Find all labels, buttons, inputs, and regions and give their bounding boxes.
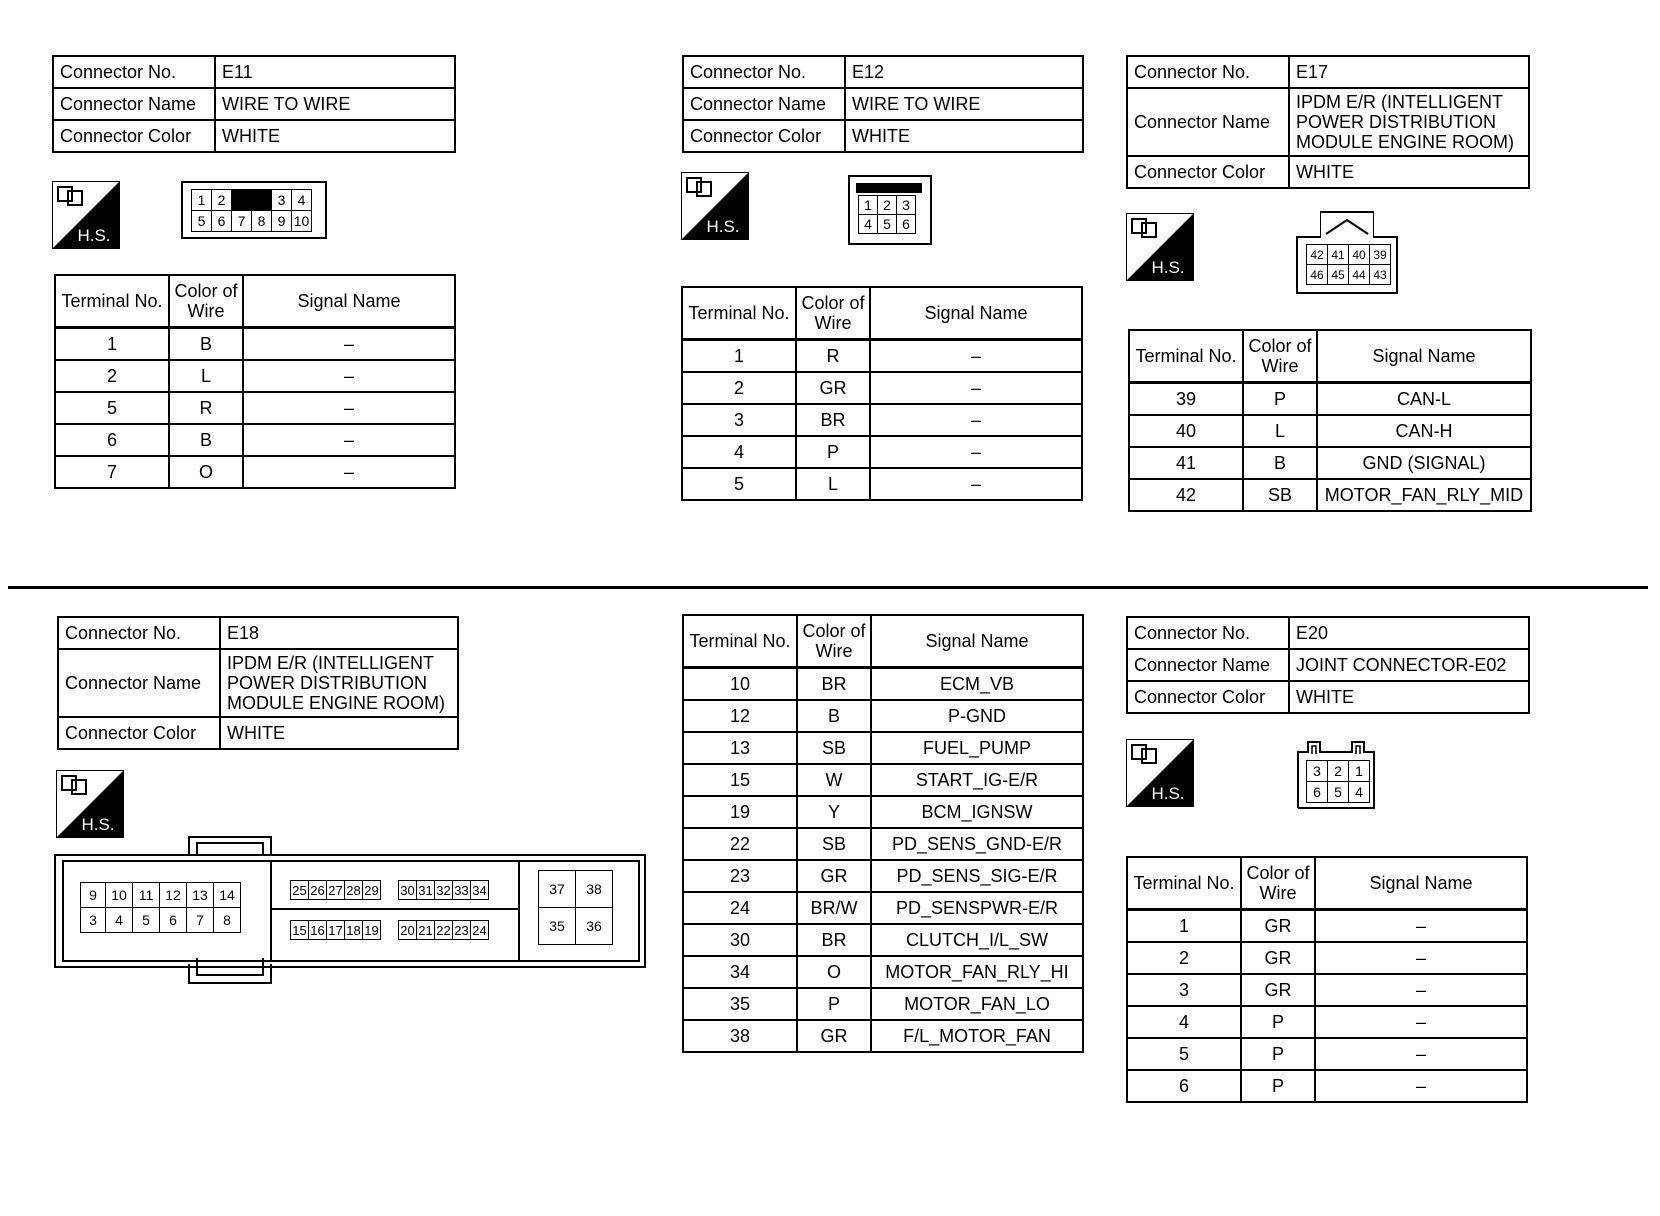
e18-terminal-table: [682, 614, 1084, 1053]
header-terminal-no: Terminal No.: [682, 287, 796, 340]
terminal-no-cell: 5: [55, 392, 169, 424]
e18-connector-color: WHITE: [220, 717, 458, 749]
e12-pin: 3: [897, 196, 916, 215]
hs-icon: [56, 770, 124, 838]
table-row: [683, 1020, 1083, 1052]
hs-label: H.S.: [706, 217, 740, 236]
e18-pin: 8: [214, 908, 241, 933]
signal-name-cell: PD_SENS_GND-E/R: [871, 828, 1083, 860]
terminal-no-cell: 35: [683, 988, 797, 1020]
table-row: [682, 436, 1082, 468]
e18-pin: 15: [292, 922, 307, 938]
e18-pin: 19: [364, 922, 379, 938]
e18-pin: 24: [472, 922, 487, 938]
table-row: [55, 360, 455, 392]
e12-pin: 4: [859, 215, 878, 234]
wire-color-cell: W: [797, 764, 871, 796]
wire-color-cell: L: [1243, 415, 1317, 447]
e18-pin: 7: [187, 908, 214, 933]
signal-name-cell: –: [870, 436, 1082, 468]
header-terminal-no: Terminal No.: [55, 275, 169, 328]
signal-name-cell: –: [1315, 1038, 1527, 1070]
label-connector-color: Connector Color: [1127, 156, 1289, 188]
table-row: [1127, 942, 1527, 974]
terminal-no-cell: 2: [682, 372, 796, 404]
signal-name-cell: –: [1315, 942, 1527, 974]
signal-name-cell: –: [870, 404, 1082, 436]
wire-color-cell: L: [169, 360, 243, 392]
signal-name-cell: –: [870, 468, 1082, 500]
table-row: [55, 328, 455, 361]
e20-pin: 4: [1349, 782, 1370, 803]
e18-pin: 11: [133, 883, 160, 908]
e18-pin: 13: [187, 883, 214, 908]
terminal-no-cell: 12: [683, 700, 797, 732]
header-signal-name: Signal Name: [1315, 857, 1527, 910]
signal-name-cell: MOTOR_FAN_RLY_MID: [1317, 479, 1531, 511]
terminal-no-cell: 2: [1127, 942, 1241, 974]
header-color-of-wire: Color of Wire: [1241, 857, 1315, 910]
e12-info-table: [682, 55, 1084, 153]
e11-pin: 7: [232, 211, 252, 232]
e18-pin: 36: [576, 908, 613, 945]
header-color-of-wire: Color of Wire: [169, 275, 243, 328]
header-signal-name: Signal Name: [871, 615, 1083, 668]
e20-connector-name: JOINT CONNECTOR-E02: [1289, 649, 1529, 681]
e11-pin: 5: [192, 211, 212, 232]
wire-color-cell: R: [169, 392, 243, 424]
hs-icon: [1126, 213, 1194, 281]
terminal-no-cell: 1: [55, 328, 169, 361]
e18-pin: 26: [310, 882, 325, 898]
e17-connector-diagram: [1296, 236, 1398, 294]
terminal-no-cell: 42: [1129, 479, 1243, 511]
wire-color-cell: P: [1243, 383, 1317, 416]
wire-color-cell: BR: [797, 924, 871, 956]
wire-color-cell: R: [796, 340, 870, 373]
e17-pin: 46: [1307, 265, 1328, 285]
e20-pin: 1: [1349, 761, 1370, 782]
e20-pin: 3: [1307, 761, 1328, 782]
wire-color-cell: P: [1241, 1070, 1315, 1102]
e17-pin: 43: [1370, 265, 1391, 285]
e20-terminal-table: [1126, 856, 1528, 1103]
e12-connector-name: WIRE TO WIRE: [845, 88, 1083, 120]
e11-pin: 10: [292, 211, 312, 232]
signal-name-cell: BCM_IGNSW: [871, 796, 1083, 828]
e12-connector-no: E12: [845, 56, 1083, 88]
table-row: [682, 468, 1082, 500]
e17-terminal-table: [1128, 329, 1532, 512]
e17-pin: 39: [1370, 245, 1391, 265]
header-color-of-wire: Color of Wire: [796, 287, 870, 340]
terminal-no-cell: 13: [683, 732, 797, 764]
header-terminal-no: Terminal No.: [1127, 857, 1241, 910]
table-row: [1127, 974, 1527, 1006]
terminal-no-cell: 24: [683, 892, 797, 924]
label-connector-no: Connector No.: [1127, 617, 1289, 649]
wire-color-cell: SB: [797, 732, 871, 764]
signal-name-cell: –: [1315, 974, 1527, 1006]
e18-pin: 6: [160, 908, 187, 933]
terminal-no-cell: 3: [1127, 974, 1241, 1006]
table-row: [683, 956, 1083, 988]
table-row: [1127, 1070, 1527, 1102]
e18-pin: 20: [400, 922, 415, 938]
e18-pin: 23: [454, 922, 469, 938]
e11-terminal-table: [54, 274, 456, 489]
e11-pin: 6: [212, 211, 232, 232]
e20-pin: 5: [1328, 782, 1349, 803]
e11-connector-diagram: [181, 181, 327, 239]
label-connector-no: Connector No.: [58, 617, 220, 649]
e11-connector-no: E11: [215, 56, 455, 88]
e11-pin: 2: [212, 190, 232, 211]
signal-name-cell: –: [870, 372, 1082, 404]
e12-pin: 1: [859, 196, 878, 215]
wire-color-cell: GR: [1241, 974, 1315, 1006]
signal-name-cell: –: [243, 328, 455, 361]
e11-info-table: [52, 55, 456, 153]
signal-name-cell: –: [1315, 910, 1527, 943]
wire-color-cell: B: [169, 328, 243, 361]
e18-pin: 28: [346, 882, 361, 898]
label-connector-no: Connector No.: [1127, 56, 1289, 88]
label-connector-color: Connector Color: [1127, 681, 1289, 713]
e18-pin: 18: [346, 922, 361, 938]
e18-connector-diagram: [54, 836, 646, 984]
e18-pin: 32: [436, 882, 451, 898]
terminal-no-cell: 1: [682, 340, 796, 373]
e17-pin: 41: [1328, 245, 1349, 265]
e17-connector-no: E17: [1289, 56, 1529, 88]
terminal-no-cell: 40: [1129, 415, 1243, 447]
header-signal-name: Signal Name: [243, 275, 455, 328]
wire-color-cell: O: [169, 456, 243, 488]
label-connector-name: Connector Name: [58, 649, 220, 717]
signal-name-cell: –: [1315, 1070, 1527, 1102]
signal-name-cell: FUEL_PUMP: [871, 732, 1083, 764]
header-terminal-no: Terminal No.: [683, 615, 797, 668]
e18-pin: 10: [106, 883, 133, 908]
table-row: [1129, 479, 1531, 511]
e18-pin: 33: [454, 882, 469, 898]
hs-label: H.S.: [1151, 258, 1185, 277]
e11-pin: 8: [252, 211, 272, 232]
hs-label: H.S.: [81, 815, 115, 834]
wire-color-cell: SB: [1243, 479, 1317, 511]
e17-pin: 40: [1349, 245, 1370, 265]
table-row: [1129, 447, 1531, 479]
e18-pin: 3: [81, 908, 106, 933]
e17-connector-color: WHITE: [1289, 156, 1529, 188]
signal-name-cell: GND (SIGNAL): [1317, 447, 1531, 479]
e18-pin: 17: [328, 922, 343, 938]
header-signal-name: Signal Name: [870, 287, 1082, 340]
wire-color-cell: GR: [797, 1020, 871, 1052]
wire-color-cell: P: [1241, 1038, 1315, 1070]
signal-name-cell: PD_SENS_SIG-E/R: [871, 860, 1083, 892]
terminal-no-cell: 34: [683, 956, 797, 988]
wire-color-cell: B: [169, 424, 243, 456]
e12-connector-color: WHITE: [845, 120, 1083, 152]
table-row: [683, 892, 1083, 924]
signal-name-cell: –: [243, 456, 455, 488]
wire-color-cell: SB: [797, 828, 871, 860]
e18-pin: 9: [81, 883, 106, 908]
terminal-no-cell: 2: [55, 360, 169, 392]
label-connector-no: Connector No.: [683, 56, 845, 88]
signal-name-cell: START_IG-E/R: [871, 764, 1083, 796]
terminal-no-cell: 5: [682, 468, 796, 500]
e20-connector-diagram: [1296, 740, 1376, 810]
table-row: [682, 340, 1082, 373]
e18-pin: 37: [539, 871, 576, 908]
e17-latch: [1320, 210, 1374, 238]
signal-name-cell: PD_SENSPWR-E/R: [871, 892, 1083, 924]
wire-color-cell: P: [797, 988, 871, 1020]
e18-pin: 31: [418, 882, 433, 898]
e20-pin: 6: [1307, 782, 1328, 803]
wire-color-cell: P: [1241, 1006, 1315, 1038]
terminal-no-cell: 30: [683, 924, 797, 956]
terminal-no-cell: 15: [683, 764, 797, 796]
label-connector-name: Connector Name: [1127, 649, 1289, 681]
e18-info-table: [57, 616, 459, 750]
table-row: [683, 860, 1083, 892]
signal-name-cell: –: [1315, 1006, 1527, 1038]
e18-pin: 14: [214, 883, 241, 908]
signal-name-cell: CLUTCH_I/L_SW: [871, 924, 1083, 956]
table-row: [1127, 910, 1527, 943]
wire-color-cell: GR: [1241, 910, 1315, 943]
terminal-no-cell: 6: [55, 424, 169, 456]
e17-connector-name: IPDM E/R (INTELLIGENT POWER DISTRIBUTION MODULE ENGINE ROOM): [1289, 88, 1529, 156]
e11-pin: 9: [272, 211, 292, 232]
e17-pin: 42: [1307, 245, 1328, 265]
header-signal-name: Signal Name: [1317, 330, 1531, 383]
e18-pin: 34: [472, 882, 487, 898]
terminal-no-cell: 4: [1127, 1006, 1241, 1038]
label-connector-name: Connector Name: [53, 88, 215, 120]
terminal-no-cell: 19: [683, 796, 797, 828]
e20-info-table: [1126, 616, 1530, 714]
e18-connector-no: E18: [220, 617, 458, 649]
hs-icon: [1126, 739, 1194, 807]
signal-name-cell: –: [243, 360, 455, 392]
table-row: [683, 988, 1083, 1020]
signal-name-cell: CAN-H: [1317, 415, 1531, 447]
wire-color-cell: GR: [1241, 942, 1315, 974]
label-connector-color: Connector Color: [53, 120, 215, 152]
table-row: [683, 764, 1083, 796]
e12-pin: 5: [878, 215, 897, 234]
wire-color-cell: L: [796, 468, 870, 500]
table-row: [683, 828, 1083, 860]
signal-name-cell: –: [243, 392, 455, 424]
signal-name-cell: P-GND: [871, 700, 1083, 732]
table-row: [683, 796, 1083, 828]
terminal-no-cell: 3: [682, 404, 796, 436]
e18-pin: 5: [133, 908, 160, 933]
signal-name-cell: –: [870, 340, 1082, 373]
table-row: [683, 700, 1083, 732]
wire-color-cell: BR: [797, 668, 871, 701]
signal-name-cell: F/L_MOTOR_FAN: [871, 1020, 1083, 1052]
wire-color-cell: B: [1243, 447, 1317, 479]
e20-pin: 2: [1328, 761, 1349, 782]
header-color-of-wire: Color of Wire: [1243, 330, 1317, 383]
table-row: [55, 456, 455, 488]
signal-name-cell: MOTOR_FAN_LO: [871, 988, 1083, 1020]
terminal-no-cell: 5: [1127, 1038, 1241, 1070]
signal-name-cell: CAN-L: [1317, 383, 1531, 416]
table-row: [55, 392, 455, 424]
terminal-no-cell: 10: [683, 668, 797, 701]
table-row: [683, 924, 1083, 956]
label-connector-color: Connector Color: [683, 120, 845, 152]
table-row: [55, 424, 455, 456]
label-connector-name: Connector Name: [1127, 88, 1289, 156]
wire-color-cell: GR: [796, 372, 870, 404]
e18-pin: 21: [418, 922, 433, 938]
terminal-no-cell: 23: [683, 860, 797, 892]
signal-name-cell: MOTOR_FAN_RLY_HI: [871, 956, 1083, 988]
e20-connector-color: WHITE: [1289, 681, 1529, 713]
terminal-no-cell: 41: [1129, 447, 1243, 479]
table-row: [683, 732, 1083, 764]
label-connector-name: Connector Name: [683, 88, 845, 120]
e18-connector-name: IPDM E/R (INTELLIGENT POWER DISTRIBUTION MODULE ENGINE ROOM): [220, 649, 458, 717]
terminal-no-cell: 1: [1127, 910, 1241, 943]
table-row: [1127, 1006, 1527, 1038]
table-row: [682, 404, 1082, 436]
e11-pin: 4: [292, 190, 312, 211]
terminal-no-cell: 6: [1127, 1070, 1241, 1102]
e18-pin: 30: [400, 882, 415, 898]
hs-label: H.S.: [77, 226, 111, 245]
wire-color-cell: P: [796, 436, 870, 468]
e11-key: [232, 190, 272, 211]
wire-color-cell: O: [797, 956, 871, 988]
hs-icon: [52, 181, 120, 249]
terminal-no-cell: 22: [683, 828, 797, 860]
wire-color-cell: Y: [797, 796, 871, 828]
e11-pin: 1: [192, 190, 212, 211]
label-connector-no: Connector No.: [53, 56, 215, 88]
header-terminal-no: Terminal No.: [1129, 330, 1243, 383]
table-row: [1127, 1038, 1527, 1070]
header-color-of-wire: Color of Wire: [797, 615, 871, 668]
terminal-no-cell: 38: [683, 1020, 797, 1052]
label-connector-color: Connector Color: [58, 717, 220, 749]
e17-pin: 44: [1349, 265, 1370, 285]
e12-pin: 6: [897, 215, 916, 234]
e17-info-table: [1126, 55, 1530, 189]
wire-color-cell: GR: [797, 860, 871, 892]
table-row: [682, 372, 1082, 404]
e18-pin: 38: [576, 871, 613, 908]
terminal-no-cell: 7: [55, 456, 169, 488]
e11-connector-color: WHITE: [215, 120, 455, 152]
e18-pin: 27: [328, 882, 343, 898]
hs-label: H.S.: [1151, 784, 1185, 803]
e18-pin: 4: [106, 908, 133, 933]
e12-terminal-table: [681, 286, 1083, 501]
signal-name-cell: ECM_VB: [871, 668, 1083, 701]
wire-color-cell: BR/W: [797, 892, 871, 924]
table-row: [1129, 383, 1531, 416]
e18-pin: 29: [364, 882, 379, 898]
e12-connector-diagram: [848, 175, 932, 245]
hs-icon: [681, 172, 749, 240]
e18-pin: 22: [436, 922, 451, 938]
e11-connector-name: WIRE TO WIRE: [215, 88, 455, 120]
e18-pin: 12: [160, 883, 187, 908]
wire-color-cell: BR: [796, 404, 870, 436]
e18-pin: 35: [539, 908, 576, 945]
e18-pin: 16: [310, 922, 325, 938]
signal-name-cell: –: [243, 424, 455, 456]
table-row: [683, 668, 1083, 701]
terminal-no-cell: 4: [682, 436, 796, 468]
section-divider: [8, 586, 1648, 589]
wire-color-cell: B: [797, 700, 871, 732]
e18-pin: 25: [292, 882, 307, 898]
e12-pin: 2: [878, 196, 897, 215]
e20-connector-no: E20: [1289, 617, 1529, 649]
e17-pin: 45: [1328, 265, 1349, 285]
terminal-no-cell: 39: [1129, 383, 1243, 416]
table-row: [1129, 415, 1531, 447]
e11-pin: 3: [272, 190, 292, 211]
